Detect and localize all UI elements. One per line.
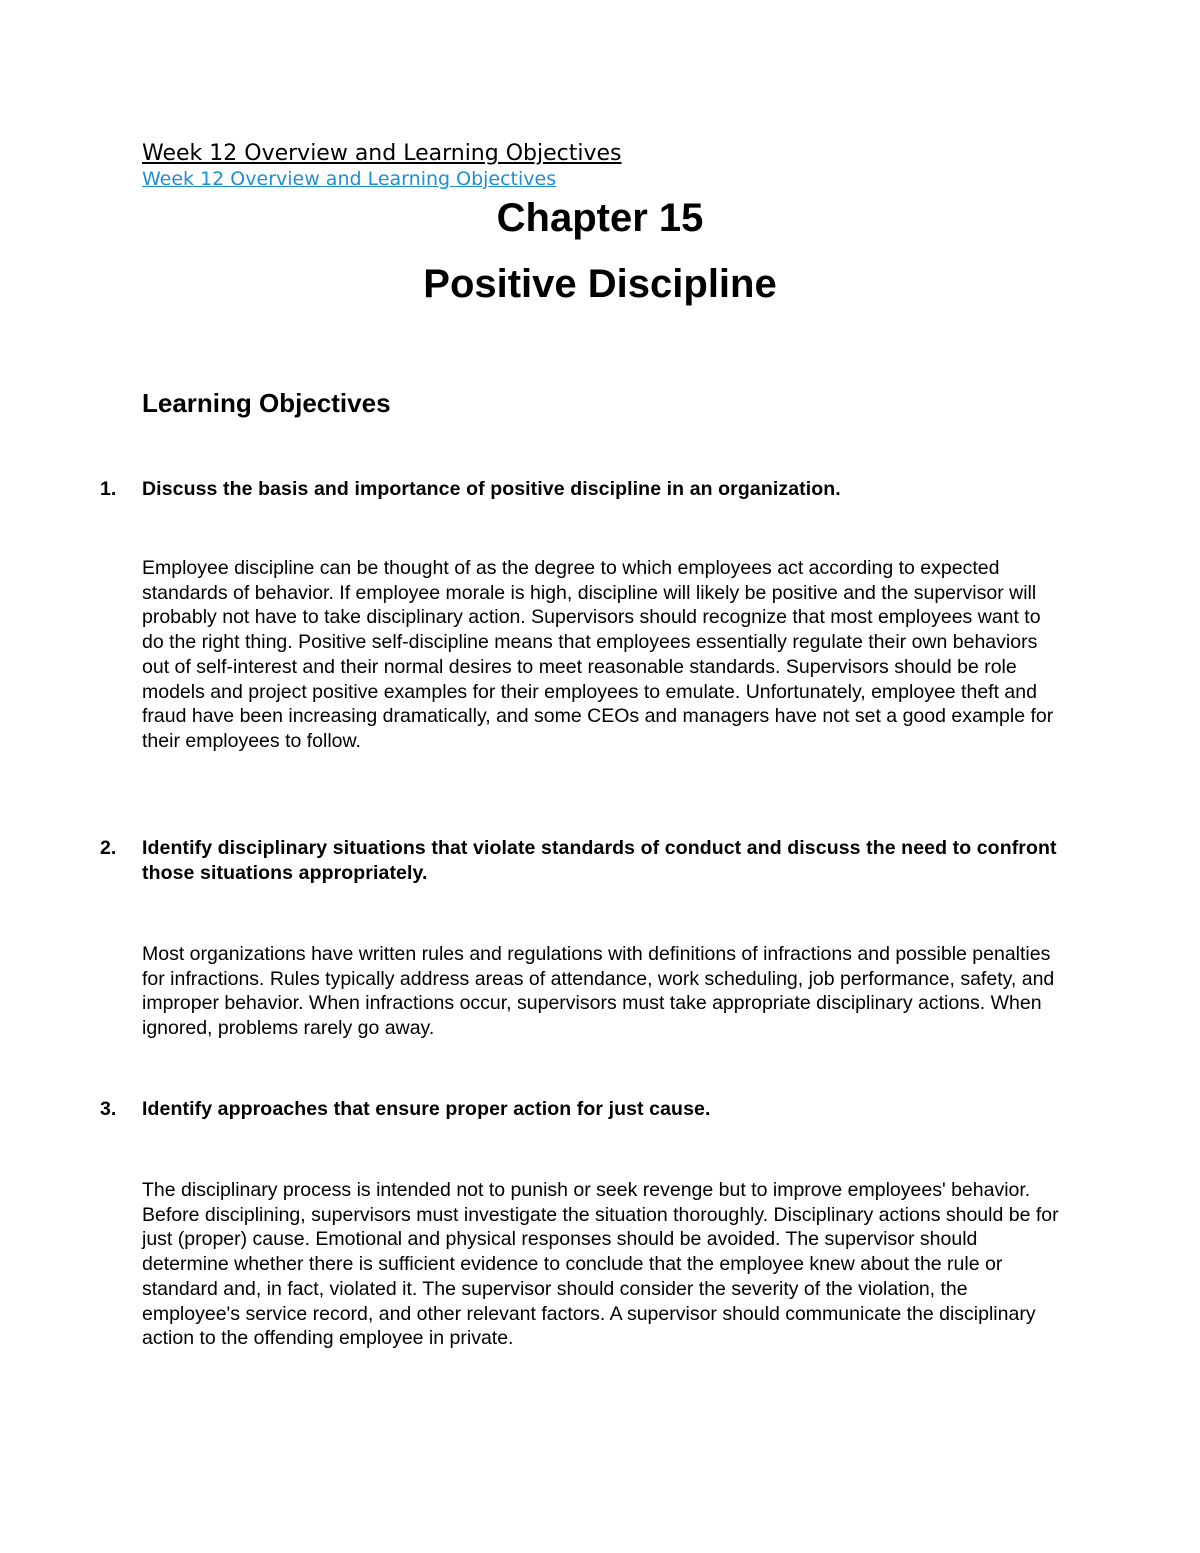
objective-title: Identify disciplinary situations that violate standards of conduct and discuss the need to confront those situations appropriately.: [142, 837, 1057, 884]
chapter-title: Positive Discipline: [423, 262, 777, 306]
objective-title: Discuss the basis and importance of positive discipline in an organization.: [142, 478, 841, 500]
week-overview-title: Week 12 Overview and Learning Objectives: [142, 141, 622, 166]
objective-title: Identify approaches that ensure proper action for just cause.: [142, 1098, 711, 1120]
week-overview-link[interactable]: Week 12 Overview and Learning Objectives: [142, 168, 557, 190]
learning-objectives-heading: Learning Objectives: [142, 388, 391, 418]
objective-body: Employee discipline can be thought of as the degree to which employees act according to expected standards of behavior. If employee morale is high, discipline will likely be positive and the supervisor will probably not have to take disciplinary action. Supervisors should recognize that most employees want to do the right thing. Positive self-discipline means that employees essentially regulate their own behaviors out of self-interest and their normal desires to meet reasonable standards. Supervisors should be role models and project positive examples for their employees to emulate. Unfortunately, employee theft and fraud have been increasing dramatically, and some CEOs and managers have not set a good example for their employees to follow.: [142, 557, 1054, 752]
chapter-number: Chapter 15: [496, 196, 704, 240]
objective-body: Most organizations have written rules and regulations with definitions of infractions and possible penalties for infractions. Rules typically address areas of attendance, work scheduling, job performance, safety, and improper behavior. When infractions occur, supervisors must take appropriate disciplinary actions. When ignored, problems rarely go away.: [142, 943, 1055, 1040]
objective-number: 3.: [100, 1098, 117, 1120]
objective-body: The disciplinary process is intended not to punish or seek revenge but to improve employees' behavior. Before disciplining, supervisors must investigate the situation thoroughly. Disciplinary actions should be for just (proper) cause. Emotional and physical responses should be avoided. The supervisor should determine whether there is sufficient evidence to conclude that the employee knew about the rule or standard and, in fact, violated it. The supervisor should consider the severity of the violation, the employee's service record, and other relevant factors. A supervisor should communicate the disciplinary action to the offending employee in private.: [142, 1179, 1059, 1350]
objective-number: 2.: [100, 837, 117, 859]
objective-number: 1.: [100, 478, 117, 500]
